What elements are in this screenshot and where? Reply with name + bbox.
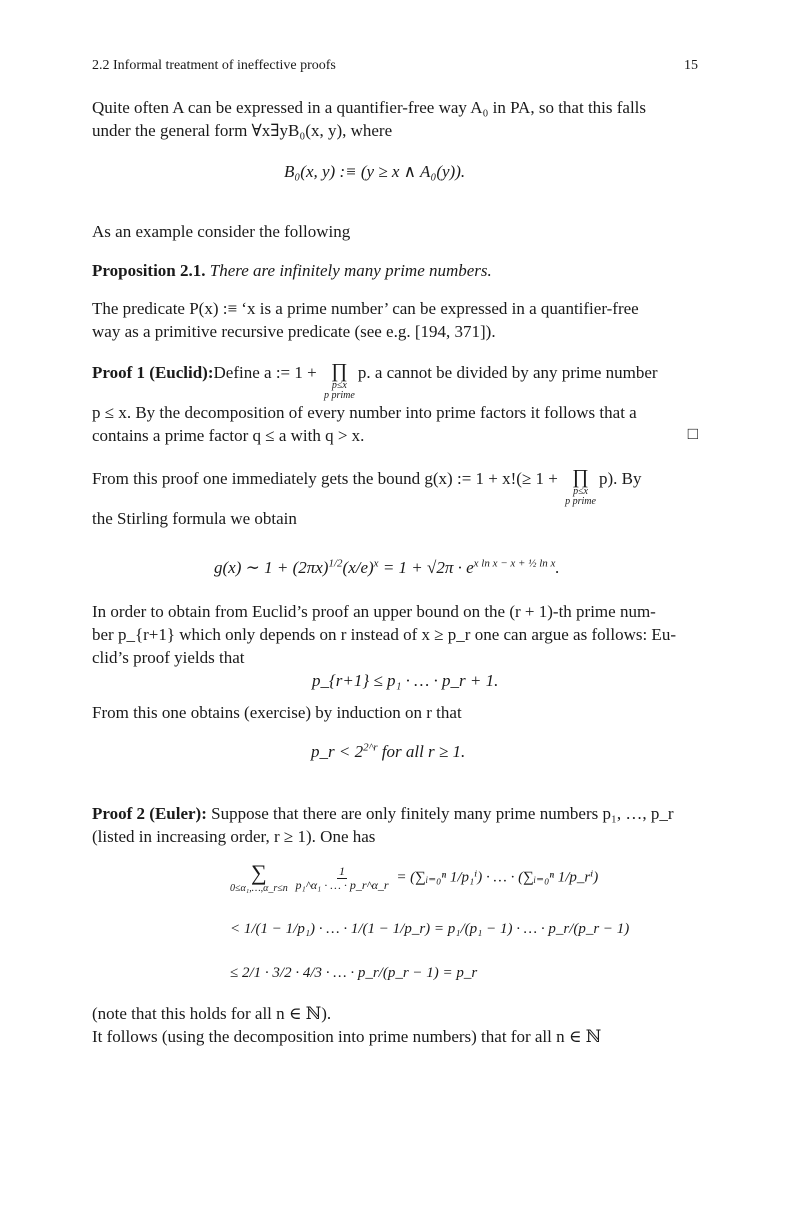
paragraph-upper-bound-line2: ber p_{r+1} which only depends on r instead of x ≥ p_r one can argue as follows: Eu- [92, 625, 676, 644]
paragraph-conclusion-line2: It follows (using the decomposition into prime numbers) that for all n ∈ ℕ [92, 1027, 602, 1046]
paragraph-conclusion [92, 1002, 698, 1048]
sum-subscript: 0≤α₁,…,α_r≤n [230, 883, 288, 894]
proposition [92, 259, 698, 282]
double-exp-rhs: for all r ≥ 1. [377, 742, 466, 761]
product-subscript-2a: p≤x [573, 486, 588, 497]
proof-euclid-line2: p ≤ x. By the decomposition of every number into prime factors it follows that a [92, 403, 637, 422]
stirling-mid: (x/e) [342, 558, 374, 577]
double-exp-exponent: 2^r [363, 741, 378, 754]
proof-euclid-line1 [92, 361, 698, 401]
proof-euler [92, 802, 698, 848]
proof-euclid-line3: contains a prime factor q ≤ a with q > x. [92, 426, 365, 445]
paragraph-intro [92, 96, 698, 142]
proof-euclid-label: Proof 1 (Euclid): [92, 363, 214, 382]
product-operator-2 [565, 467, 596, 507]
paragraph-upper-bound [92, 600, 698, 669]
paragraph-upper-bound-line3: clid’s proof yields that [92, 648, 245, 667]
paragraph-example: As an example consider the following [92, 222, 351, 241]
stirling-exponent: x ln x − x + ½ ln x [473, 557, 556, 570]
paragraph-bound-line1b: p). By [598, 469, 642, 488]
equation-b0: B₀(x, y) :≡ (y ≥ x ∧ A₀(y)). [284, 162, 466, 181]
proof-euler-line1 [92, 802, 698, 825]
sum-operator [230, 862, 288, 894]
double-exp-lhs: p_r < 2 [311, 742, 364, 761]
equation-euler-row3: ≤ 2/1 · 3/2 · 4/3 · … · p_r/(p_r − 1) = p_r [230, 965, 478, 981]
proof-euler-label: Proof 2 (Euler): [92, 804, 207, 823]
paragraph-upper-bound-line1: In order to obtain from Euclid’s proof an upper bound on the (r + 1)-th prime num- [92, 602, 656, 621]
sum-symbol: ∑ [251, 860, 267, 885]
paragraph-intro-line2: under the general form ∀x∃yB₀(x, y), where [92, 121, 393, 140]
proof-euclid [92, 361, 698, 447]
euler-fraction-denominator: p₁^α₁ · … · p_r^α_r [295, 877, 389, 892]
section-title: 2.2 Informal treatment of ineffective proofs [92, 58, 336, 73]
paragraph-bound-line2: the Stirling formula we obtain [92, 509, 297, 528]
equation-euler-row1 [230, 862, 598, 894]
product-subscript-2b: p prime [565, 496, 596, 507]
proof-euclid-define: Define a := 1 + [213, 363, 321, 382]
equation-euclid-product: p_{r+1} ≤ p₁ · … · p_r + 1. [312, 671, 499, 690]
euler-fraction [293, 865, 390, 892]
product-symbol-2: ∏ [572, 466, 589, 488]
paragraph-predicate-line1: The predicate P(x) :≡ ‘x is a prime number’ can be expressed in a quantifier-free [92, 299, 639, 318]
paragraph-bound-line1a: From this proof one immediately gets the bound g(x) := 1 + x!(≥ 1 + [92, 469, 563, 488]
qed-symbol: □ [687, 424, 698, 443]
product-subscript-2: p prime [323, 390, 355, 401]
product-symbol: ∏ [331, 360, 348, 382]
stirling-half-exponent: 1/2 [328, 557, 343, 570]
proposition-label: Proposition 2.1. [92, 261, 206, 280]
paragraph-conclusion-line1: (note that this holds for all n ∈ ℕ). [92, 1004, 332, 1023]
equation-stirling [214, 556, 560, 579]
stirling-lhs: g(x) ∼ 1 + (2πx) [214, 558, 329, 577]
paragraph-predicate [92, 297, 698, 343]
proof-euclid-after: p. a cannot be divided by any prime number [357, 363, 658, 382]
stirling-rhs: = 1 + √2π · e [378, 558, 474, 577]
equation-double-exponential [311, 740, 465, 763]
equation-euler-row2: < 1/(1 − 1/p₁) · … · 1/(1 − 1/p_r) = p₁/(p₁ − 1) · … · p_r/(p_r − 1) [230, 921, 630, 937]
product-operator [324, 361, 355, 401]
euler-row1-rhs: = (∑ᵢ₌₀ⁿ 1/p₁ⁱ) · … · (∑ᵢ₌₀ⁿ 1/p_rⁱ) [396, 869, 599, 886]
product-subscript-1: p≤x [331, 380, 347, 391]
proof-euclid-line3-wrap [92, 424, 698, 447]
proof-euler-text: Suppose that there are only finitely many prime numbers p₁, …, p_r [211, 804, 674, 823]
paragraph-induction: From this one obtains (exercise) by induction on r that [92, 703, 462, 722]
proposition-text: There are infinitely many prime numbers. [209, 261, 492, 280]
stirling-end: . [555, 558, 560, 577]
paragraph-bound [92, 467, 698, 530]
page-number: 15 [684, 58, 698, 73]
paragraph-bound-line1 [92, 467, 698, 507]
proof-euler-line2: (listed in increasing order, r ≥ 1). One has [92, 827, 376, 846]
euler-fraction-numerator: 1 [339, 863, 346, 878]
running-header [92, 58, 698, 74]
stirling-x-exponent: x [373, 557, 379, 570]
paragraph-predicate-line2: way as a primitive recursive predicate (see e.g. [194, 371]). [92, 322, 496, 341]
paragraph-intro-line1: Quite often A can be expressed in a quantifier-free way A₀ in PA, so that this falls [92, 98, 647, 117]
